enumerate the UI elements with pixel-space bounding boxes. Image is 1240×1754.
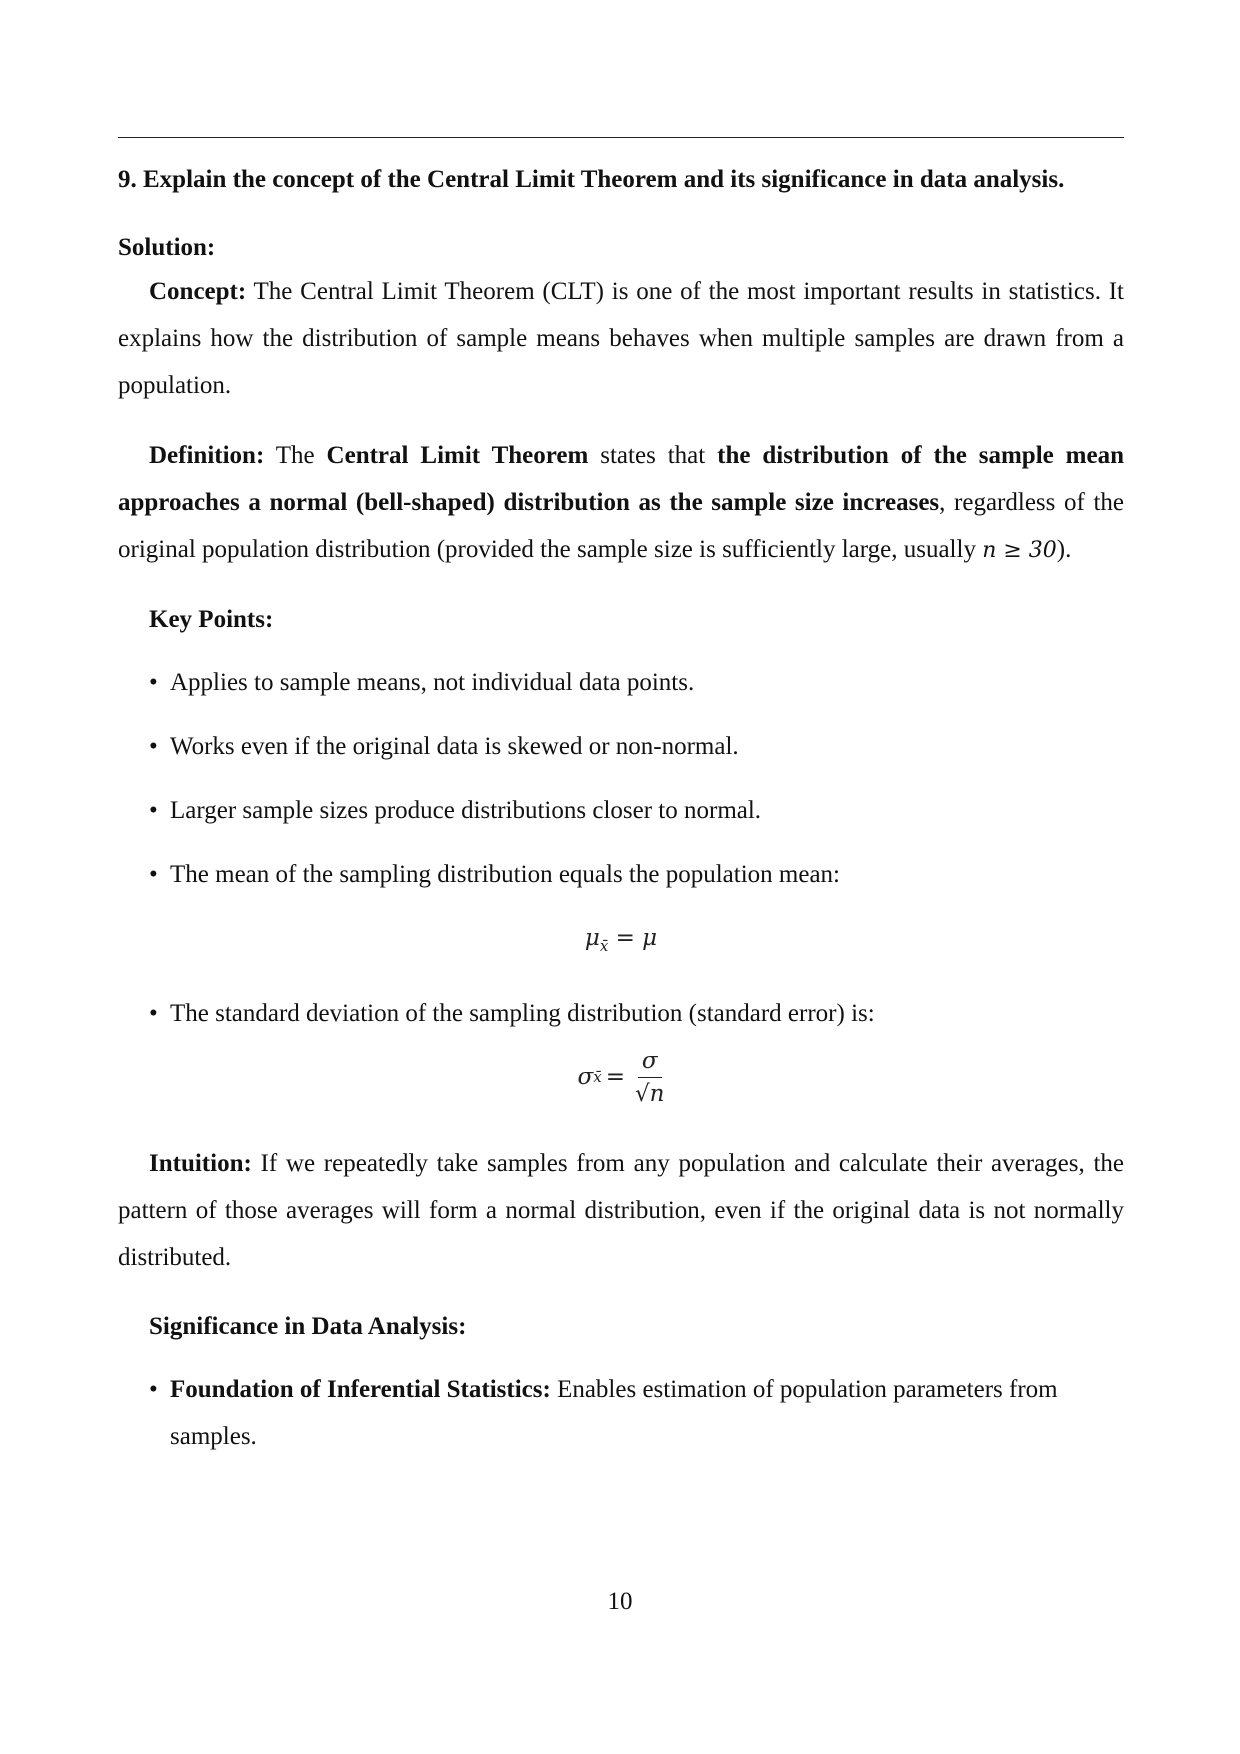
key-points-label: Key Points: — [149, 606, 274, 633]
intuition-text: If we repeatedly take samples from any population and calculate their averages, the pattern of those averages will form a normal distribution, even if the original data is not normally distributed. — [118, 1150, 1124, 1271]
content-body — [118, 160, 1124, 1460]
definition-term: Central Limit Theorem — [326, 442, 589, 469]
formula-se-denominator: √n — [634, 1081, 665, 1107]
concept-text: The Central Limit Theorem (CLT) is one of the most important results in statistics. It explains how the distribution of sample means behaves when multiple samples are drawn from a population. — [118, 278, 1124, 399]
significance-label: Significance in Data Analysis: — [149, 1313, 467, 1340]
formula-se-equals: = — [605, 1064, 625, 1090]
list-item: • The mean of the sampling distribution equals the population mean: — [118, 851, 1124, 898]
definition-text-3: , regardless of the original population distribution (provided the sample size is sufficiently large, usually — [118, 489, 1124, 563]
list-item: • Applies to sample means, not individual data points. — [118, 659, 1124, 706]
definition-statement: the distribution of the sample mean approaches a normal (bell-shaped) distribution as the sample size increases — [118, 442, 1124, 516]
intuition-paragraph — [118, 1140, 1124, 1281]
concept-label: Concept: — [149, 278, 247, 305]
key-points-list-cont — [118, 990, 1124, 1037]
intuition-label: Intuition: — [149, 1150, 252, 1177]
formula-se-subscript: x̄ — [593, 1068, 602, 1086]
formula-mean-subscript: x̄ — [599, 937, 609, 955]
definition-label: Definition: — [149, 442, 265, 469]
list-item — [118, 1366, 1124, 1460]
definition-text-2: states that — [588, 442, 718, 469]
list-item: • Larger sample sizes produce distributions closer to normal. — [118, 787, 1124, 834]
formula-mean — [118, 918, 1124, 966]
definition-text-1: The — [264, 442, 327, 469]
definition-text-4: ). — [1056, 536, 1072, 563]
formula-mean-rhs: = μ — [608, 925, 658, 951]
solution-label: Solution: — [118, 234, 216, 261]
significance-item-label: Foundation of Inferential Statistics: — [170, 1376, 551, 1403]
formula-mean-lhs: μ — [584, 925, 600, 951]
header-rule — [118, 137, 1124, 138]
formula-standard-error — [118, 1045, 1124, 1110]
sample-size-condition: n ≥ 30 — [982, 538, 1057, 563]
significance-item-text: Enables estimation of population parameters from samples. — [170, 1376, 1058, 1450]
significance-list — [118, 1366, 1124, 1460]
list-item: • Works even if the original data is skewed or non-normal. — [118, 723, 1124, 770]
page-number: 10 — [607, 1588, 633, 1615]
concept-paragraph — [118, 268, 1124, 409]
formula-se-fraction — [635, 1045, 664, 1110]
formula-se-lhs: σ — [577, 1064, 594, 1090]
definition-paragraph — [118, 432, 1124, 574]
formula-se-numerator: σ — [638, 1045, 662, 1078]
list-item: • The standard deviation of the sampling distribution (standard error) is: — [118, 990, 1124, 1037]
key-points-list — [118, 659, 1124, 898]
question-heading: 9. Explain the concept of the Central Limit Theorem and its significance in data analysis. — [118, 166, 1065, 193]
